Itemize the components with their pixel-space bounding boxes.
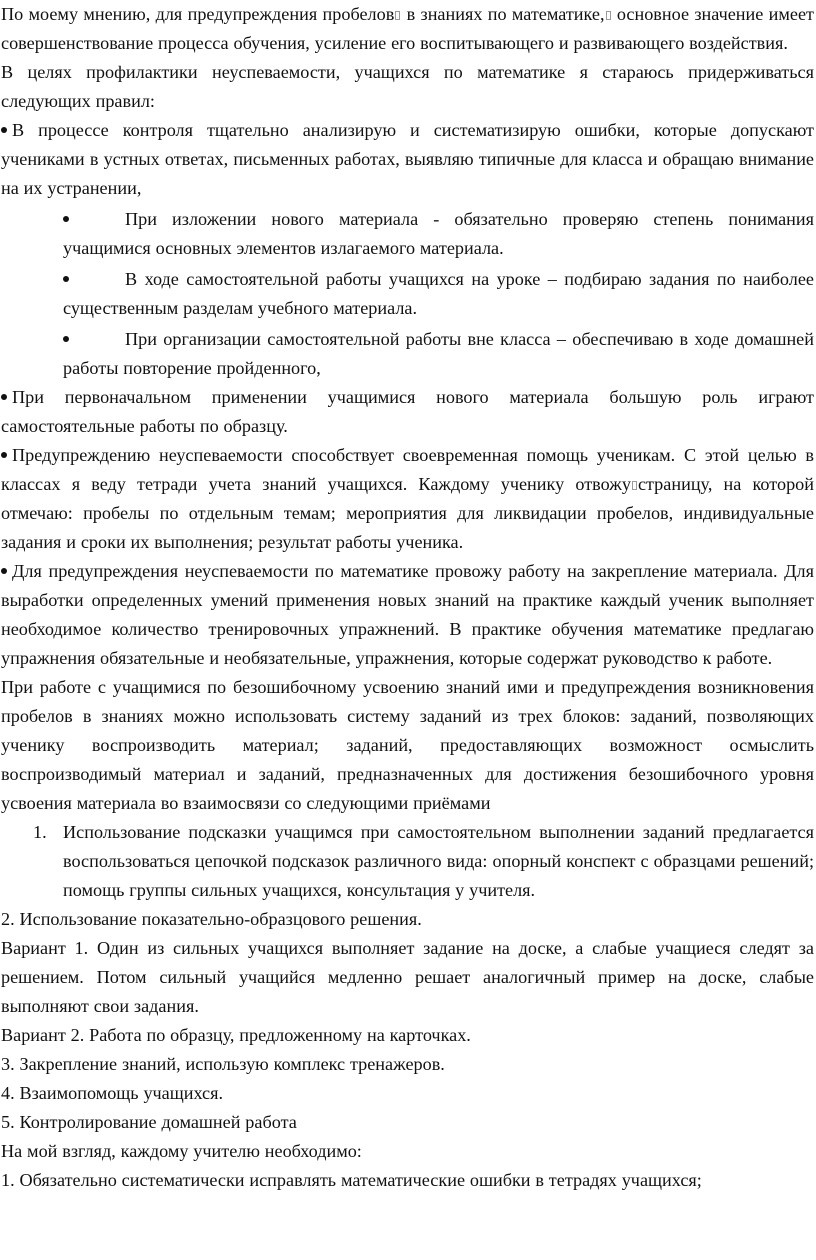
missing-glyph-box (606, 11, 611, 20)
bullet-item-text: Для предупреждения неуспеваемости по математике провожу работу на закрепление материала. Для выработки определенных умений применения новых знаний на практике каждый ученик выполняет необходимое количество тренировочных упражнений. В практике обучения математике предлагаю упражнения обязательные и необязательные, упражнения, которые содержат руководство к работе. (1, 561, 814, 668)
intro-text-part-1: По моему мнению, для предупреждения пробелов (1, 4, 395, 24)
bullet-icon (1, 568, 7, 574)
bullet-item-timely-help (1, 441, 814, 557)
sub-bullet-homework (63, 325, 814, 383)
intro-paragraph (1, 0, 814, 58)
numbered-item-hints (33, 818, 814, 905)
missing-glyph-box (632, 481, 637, 490)
sub-bullet-text: При организации самостоятельной работы вне класса – обеспечиваю в ходе домашней работы повторение пройденного, (63, 329, 814, 378)
bullet-item-text-part-1: Предупреждению неуспеваемости способствует своевременная помощь ученикам. С этой целью в классах я веду тетради учета знаний учащихся. Каждому ученику отвожу (1, 445, 814, 494)
bullet-icon (1, 394, 7, 400)
list-item-homework-control: 5. Контролирование домашней работа (1, 1112, 297, 1132)
list-item-correct-errors: 1. Обязательно систематически исправлять математические ошибки в тетрадях учащихся; (1, 1170, 702, 1190)
bullet-icon (1, 452, 7, 458)
numbered-item-text: Использование подсказки учащимся при самостоятельном выполнении заданий предлагается воспользоваться цепочкой подсказок различного вида: опорный конспект с образцами решений; помощь группы сильных учащихся, консультация у учителя. (63, 822, 814, 900)
bullet-item-text: В процессе контроля тщательно анализирую и систематизирую ошибки, которые допускают учениками в устных ответах, письменных работах, выявляю типичные для класса и обращаю внимание на их устранении, (1, 120, 814, 198)
bullet-item-text: При первоначальном применении учащимися нового материала большую роль играют самостоятельные работы по образцу. (1, 387, 814, 436)
list-item-mutual-help: 4. Взаимопомощь учащихся. (1, 1083, 224, 1103)
sub-bullet-new-material (63, 205, 814, 263)
bullet-item-sample-work (1, 383, 814, 441)
variant-1-paragraph: Вариант 1. Один из сильных учащихся выполняет задание на доске, а слабые учащиеся следят за решением. Потом сильный учащийся медленно решает аналогичный пример на доске, слабые выполняют свои задания. (1, 938, 814, 1016)
task-system-paragraph: При работе с учащимися по безошибочному усвоению знаний ими и предупреждения возникновения пробелов в знаниях можно использовать систему заданий из трех блоков: заданий, позволяющих ученику воспроизводить материал; заданий, предоставляющих возможност осмыслить воспроизводимый материал и заданий, предназначенных для достижения безошибочного уровня усвоения материала во взаимосвязи со следующими приёмами (1, 677, 814, 813)
bullet-item-consolidation (1, 557, 814, 673)
variant-2-paragraph: Вариант 2. Работа по образцу, предложенному на карточках. (1, 1025, 471, 1045)
intro-text-part-3: основное значение имеет совершенствование процесса обучения, усиление его воспитывающего и развивающего воздействия. (1, 4, 814, 53)
bullet-icon (63, 336, 69, 342)
rules-intro-paragraph: В целях профилактики неуспеваемости, учащихся по математике я стараюсь придерживаться следующих правил: (1, 62, 814, 111)
bullet-icon (63, 216, 69, 222)
intro-text-part-2: в знаниях по математике, (401, 4, 605, 24)
bullet-icon (1, 127, 7, 133)
bullet-item-control (1, 116, 814, 203)
sub-bullet-text: В ходе самостоятельной работы учащихся на уроке – подбираю задания по наиболее существенным разделам учебного материала. (63, 269, 814, 318)
list-item-consolidation: 3. Закрепление знаний, использую комплекс тренажеров. (1, 1054, 445, 1074)
sub-bullet-independent-work (63, 265, 814, 323)
list-item-sample-solution: 2. Использование показательно-образцового решения. (1, 909, 422, 929)
list-number: 1. (33, 822, 47, 842)
bullet-item-text-part-2: страницу, на которой отмечаю: пробелы по отдельным темам; мероприятия для ликвидации пробелов, индивидуальные задания и сроки их выполнения; результат работы ученика. (1, 474, 815, 552)
bullet-icon (63, 276, 69, 282)
sub-bullet-text: При изложении нового материала - обязательно проверяю степень понимания учащимися основных элементов излагаемого материала. (63, 209, 814, 258)
teacher-needs-paragraph: На мой взгляд, каждому учителю необходимо: (1, 1141, 362, 1161)
missing-glyph-box (395, 11, 400, 20)
